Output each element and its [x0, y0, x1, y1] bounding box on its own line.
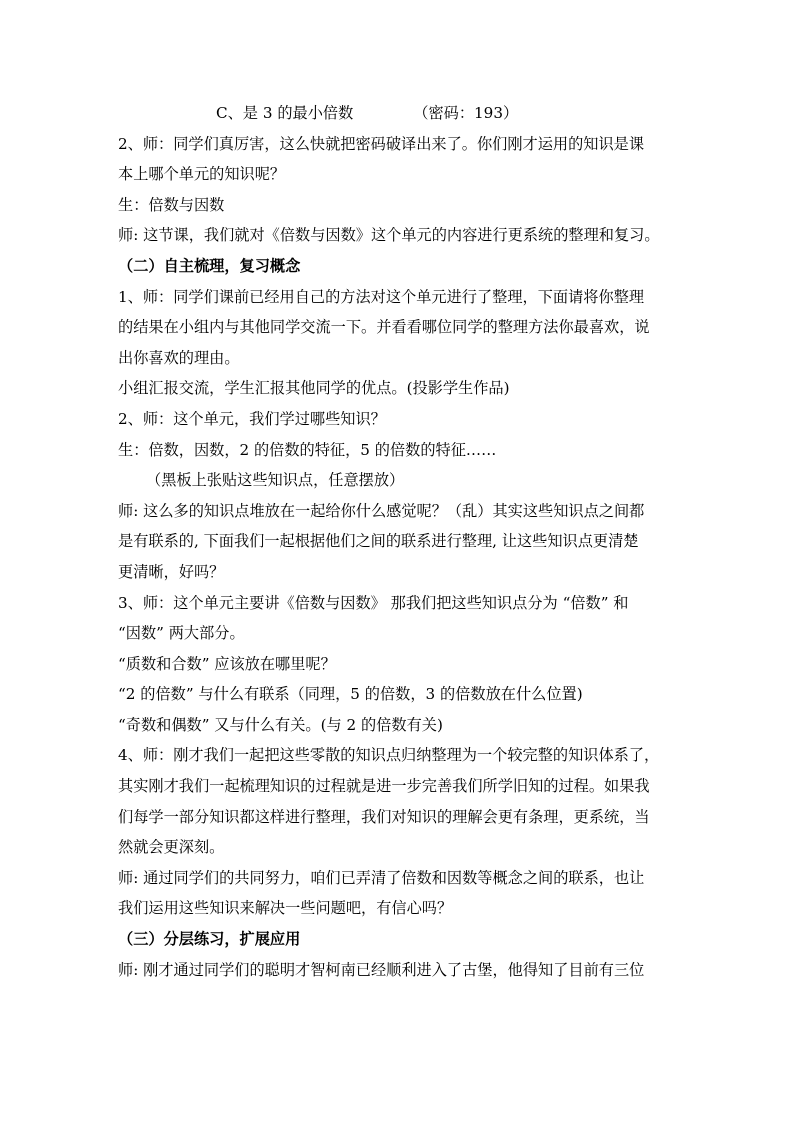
- paragraph-line: 的结果在小组内与其他同学交流一下。并看看哪位同学的整理方法你最喜欢，说: [118, 318, 650, 337]
- paragraph-line: 师: 这节课，我们就对《倍数与因数》这个单元的内容进行更系统的整理和复习。: [118, 226, 660, 245]
- paragraph-line: “奇数和偶数” 又与什么有关。(与 2 的倍数有关): [118, 715, 443, 734]
- paragraph-line: 2、师：这个单元，我们学过哪些知识？: [118, 409, 386, 428]
- paragraph-line: “质数和合数” 应该放在哪里呢？: [118, 654, 336, 673]
- blackboard-note: （黑板上张贴这些知识点，任意摆放）: [146, 471, 405, 490]
- paragraph-line: 4、师：刚才我们一起把这些零散的知识点归纳整理为一个较完整的知识体系了，: [118, 746, 660, 765]
- paragraph-line: 出你喜欢的理由。: [118, 348, 240, 367]
- paragraph-line: 3、师：这个单元主要讲《倍数与因数》 那我们把这些知识点分为 “倍数” 和: [118, 593, 629, 612]
- paragraph-line: 生：倍数与因数: [118, 195, 225, 214]
- paragraph-line: 师: 这么多的知识点堆放在一起给你什么感觉呢？（乱）其实这些知识点之间都: [118, 501, 645, 520]
- paragraph-line: “2 的倍数” 与什么有联系（同理，5 的倍数，3 的倍数放在什么位置): [118, 685, 583, 704]
- paragraph-line: 本上哪个单元的知识呢？: [118, 165, 286, 184]
- paragraph-line: 师: 刚才通过同学们的聪明才智柯南已经顺利进入了古堡，他得知了目前有三位: [118, 960, 645, 979]
- paragraph-line: 1、师：同学们课前已经用自己的方法对这个单元进行了整理，下面请将你整理: [118, 287, 645, 306]
- paragraph-line: 然就会更深刻。: [118, 838, 225, 857]
- paragraph-line: “因数” 两大部分。: [118, 624, 245, 643]
- paragraph-line: 生：倍数，因数，2 的倍数的特征，5 的倍数的特征……: [118, 440, 497, 459]
- paragraph-line: 小组汇报交流，学生汇报其他同学的优点。(投影学生作品): [118, 379, 510, 398]
- paragraph-line: 是有联系的, 下面我们一起根据他们之间的联系进行整理, 让这些知识点更清楚: [118, 532, 639, 551]
- document-page: [118, 98, 680, 985]
- option-c-line: [118, 98, 680, 129]
- section-heading-2: （二）自主梳理，复习概念: [118, 256, 301, 275]
- password-text: （密码：193）: [413, 104, 519, 122]
- section-heading-3: （三）分层练习，扩展应用: [118, 930, 301, 949]
- paragraph-line: 其实刚才我们一起梳理知识的过程就是进一步完善我们所学旧知的过程。如果我: [118, 777, 650, 796]
- paragraph-line: 我们运用这些知识来解决一些问题吧，有信心吗？: [118, 899, 453, 918]
- paragraph-line: 们每学一部分知识都这样进行整理，我们对知识的理解会更有条理，更系统，当: [118, 807, 650, 826]
- option-c-text: C、是 3 的最小倍数: [216, 104, 354, 122]
- paragraph-line: 2、师：同学们真厉害，这么快就把密码破译出来了。你们刚才运用的知识是课: [118, 134, 645, 153]
- paragraph-line: 师: 通过同学们的共同努力，咱们已弄清了倍数和因数等概念之间的联系，也让: [118, 868, 645, 887]
- paragraph-line: 更清晰，好吗？: [118, 562, 225, 581]
